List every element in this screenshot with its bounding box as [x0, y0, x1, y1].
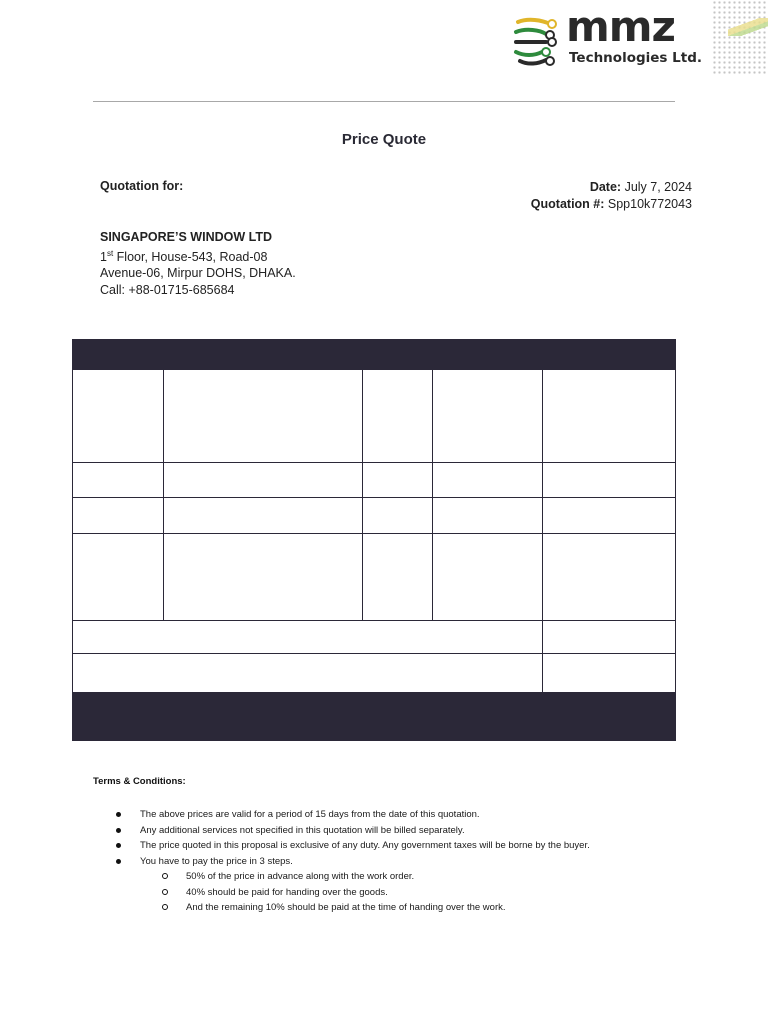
logo-subtitle: Technologies Ltd. — [569, 50, 703, 66]
corner-color-stripe — [728, 18, 768, 36]
client-address-line2: Avenue-06, Mirpur DOHS, DHAKA. — [100, 266, 296, 281]
header-divider — [93, 101, 675, 102]
circuit-logo-icon — [512, 12, 562, 68]
bullet-icon — [116, 828, 121, 833]
address-line1-rest: Floor, House-543, Road-08 — [113, 249, 268, 264]
terms-item-text: You have to pay the price in 3 steps. — [140, 855, 293, 867]
terms-sub-item — [116, 885, 716, 901]
quote-table — [72, 339, 676, 741]
floor-number: 1 — [100, 249, 107, 264]
row-divider — [73, 620, 675, 621]
terms-item-text: Any additional services not specified in this quotation will be billed separately. — [140, 824, 465, 836]
terms-sub-item — [116, 900, 716, 916]
date-value: July 7, 2024 — [624, 180, 692, 194]
column-divider — [163, 370, 164, 620]
circle-bullet-icon — [162, 889, 168, 895]
terms-sub-item — [116, 869, 716, 885]
row-divider — [73, 653, 675, 654]
terms-item — [116, 838, 716, 854]
terms-item — [116, 854, 716, 870]
floor-ordinal: st — [106, 248, 114, 258]
terms-sub-item-text: And the remaining 10% should be paid at the time of handing over the work. — [186, 902, 506, 913]
table-body — [72, 370, 676, 692]
quotation-meta — [531, 179, 692, 212]
quotation-number-row — [531, 196, 692, 213]
client-phone: Call: +88-01715-685684 — [100, 282, 235, 297]
column-divider — [362, 370, 363, 620]
terms-list — [116, 807, 716, 916]
date-row — [531, 179, 692, 196]
quotation-number-value: Spp10k772043 — [607, 196, 692, 211]
company-logo — [512, 2, 703, 70]
circle-bullet-icon — [162, 904, 168, 910]
client-block — [100, 229, 296, 298]
terms-sub-item-text: 50% of the price in advance along with the work order. — [186, 871, 415, 882]
corner-dot-pattern — [712, 0, 768, 74]
terms-item — [116, 823, 716, 839]
logo-wordmark: mmz — [566, 2, 675, 51]
column-divider — [542, 370, 543, 692]
date-label: Date: — [589, 180, 622, 194]
client-name: SINGAPORE’S WINDOW LTD — [100, 230, 272, 244]
table-footer-row — [72, 692, 676, 741]
quotation-for-label: Quotation for: — [100, 179, 184, 193]
bullet-icon — [116, 843, 121, 848]
table-header-row — [72, 339, 676, 370]
page-title: Price Quote — [341, 131, 427, 148]
quotation-number-label: Quotation #: — [530, 196, 605, 211]
bullet-icon — [116, 859, 121, 864]
terms-title: Terms & Conditions: — [93, 776, 186, 787]
circle-bullet-icon — [162, 873, 168, 879]
client-address-line1 — [100, 246, 296, 266]
bullet-icon — [116, 812, 121, 817]
terms-sub-item-text: 40% should be paid for handing over the goods. — [186, 886, 388, 898]
column-divider — [432, 370, 433, 620]
terms-item — [116, 807, 716, 823]
terms-item-text: The above prices are valid for a period of 15 days from the date of this quotation. — [140, 809, 480, 820]
terms-item-text: The price quoted in this proposal is exclusive of any duty. Any government taxes will be borne by the buyer. — [140, 840, 590, 851]
